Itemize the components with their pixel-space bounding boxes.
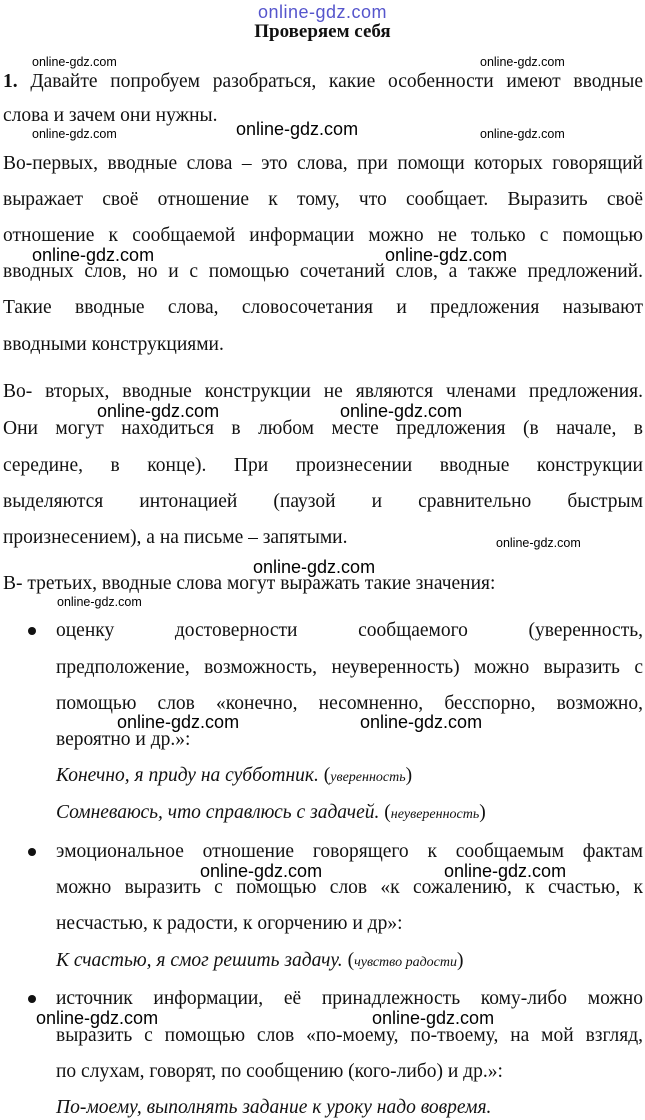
watermark: online-gdz.com [444,861,567,881]
watermark: online-gdz.com [32,245,155,265]
paragraph-line: вводными конструкциями. [3,334,224,355]
bullet-line: выразить с помощью слов «по-моему, по-твоему, на мой взгляд, [56,1025,643,1046]
paragraph-line: Они могут находиться в любом месте предложения (в начале, в [3,418,643,439]
watermark: online-gdz.com [372,1008,495,1028]
bullet-line: несчастью, к радости, к огорчению и др»: [56,913,403,934]
paragraph-line: В- третьих, вводные слова могут выражать такие значения: [3,573,496,594]
watermark: online-gdz.com [57,595,142,609]
header-watermark: online-gdz.com [257,2,388,22]
watermark: online-gdz.com [32,55,117,69]
watermark: online-gdz.com [36,1008,159,1028]
watermark: online-gdz.com [496,536,581,550]
bullet-line: вероятно и др.»: [56,729,191,750]
paragraph-line: Во-первых, вводные слова – это слова, при помощи которых говорящий [3,153,643,174]
bullet-line: можно выразить с помощью слов «к сожалению, к счастью, к [56,877,643,898]
example-line: Конечно, я приду на субботник. (уверенность) [56,765,413,786]
paragraph-line: вводных слов, но и с помощью сочетаний слов, а также предложений. [3,261,643,282]
paragraph-line: слова и зачем они нужны. [3,105,218,126]
example-line: По-моему, выполнять задание к уроку надо вовремя. [56,1097,492,1118]
bullet-line: эмоциональное отношение говорящего к сообщаемым фактам [56,841,643,862]
watermark: online-gdz.com [117,712,240,732]
bullet-marker [28,627,36,635]
bullet-line: источник информации, её принадлежность кому-либо можно [56,988,643,1009]
task-number: 1. [3,71,18,92]
watermark: online-gdz.com [480,55,565,69]
watermark: online-gdz.com [385,245,508,265]
bullet-line: оценку достоверности сообщаемого (уверенность, [56,620,643,641]
example-line: Сомневаюсь, что справлюсь с задачей. (неуверенность) [56,802,486,823]
watermark: online-gdz.com [200,861,323,881]
bullet-line: по слухам, говорят, по сообщению (кого-либо) и др.»: [56,1061,503,1082]
watermark: online-gdz.com [253,557,376,577]
paragraph-line: отношение к сообщаемой информации можно не только с помощью [3,225,643,246]
watermark: online-gdz.com [360,712,483,732]
watermark: online-gdz.com [32,127,117,141]
paragraph-line: Такие вводные слова, словосочетания и предложения называют [3,297,643,318]
paragraph-line: выражает своё отношение к тому, что сообщает. Выразить своё [3,189,643,210]
watermark: online-gdz.com [340,401,463,421]
watermark: online-gdz.com [97,401,220,421]
paragraph-line: 1. Давайте попробуем разобраться, какие особенности имеют вводные [3,71,643,92]
bullet-line: помощью слов «конечно, несомненно, бесспорно, возможно, [56,693,643,714]
paragraph-line: выделяются интонацией (паузой и сравнительно быстрым [3,491,643,512]
watermark: online-gdz.com [236,119,359,139]
watermark: online-gdz.com [480,127,565,141]
bullet-line: предположение, возможность, неуверенность) можно выразить с [56,657,643,678]
bullet-marker [28,848,36,856]
paragraph-line: Во- вторых, вводные конструкции не являются членами предложения. [3,381,643,402]
bullet-marker [28,995,36,1003]
example-line: К счастью, я смог решить задачу. (чувство радости) [56,950,464,971]
page-title: Проверяем себя [254,21,391,42]
paragraph-line: произнесением), а на письме – запятыми. [3,527,348,548]
paragraph-line: середине, в конце). При произнесении вводные конструкции [3,455,643,476]
